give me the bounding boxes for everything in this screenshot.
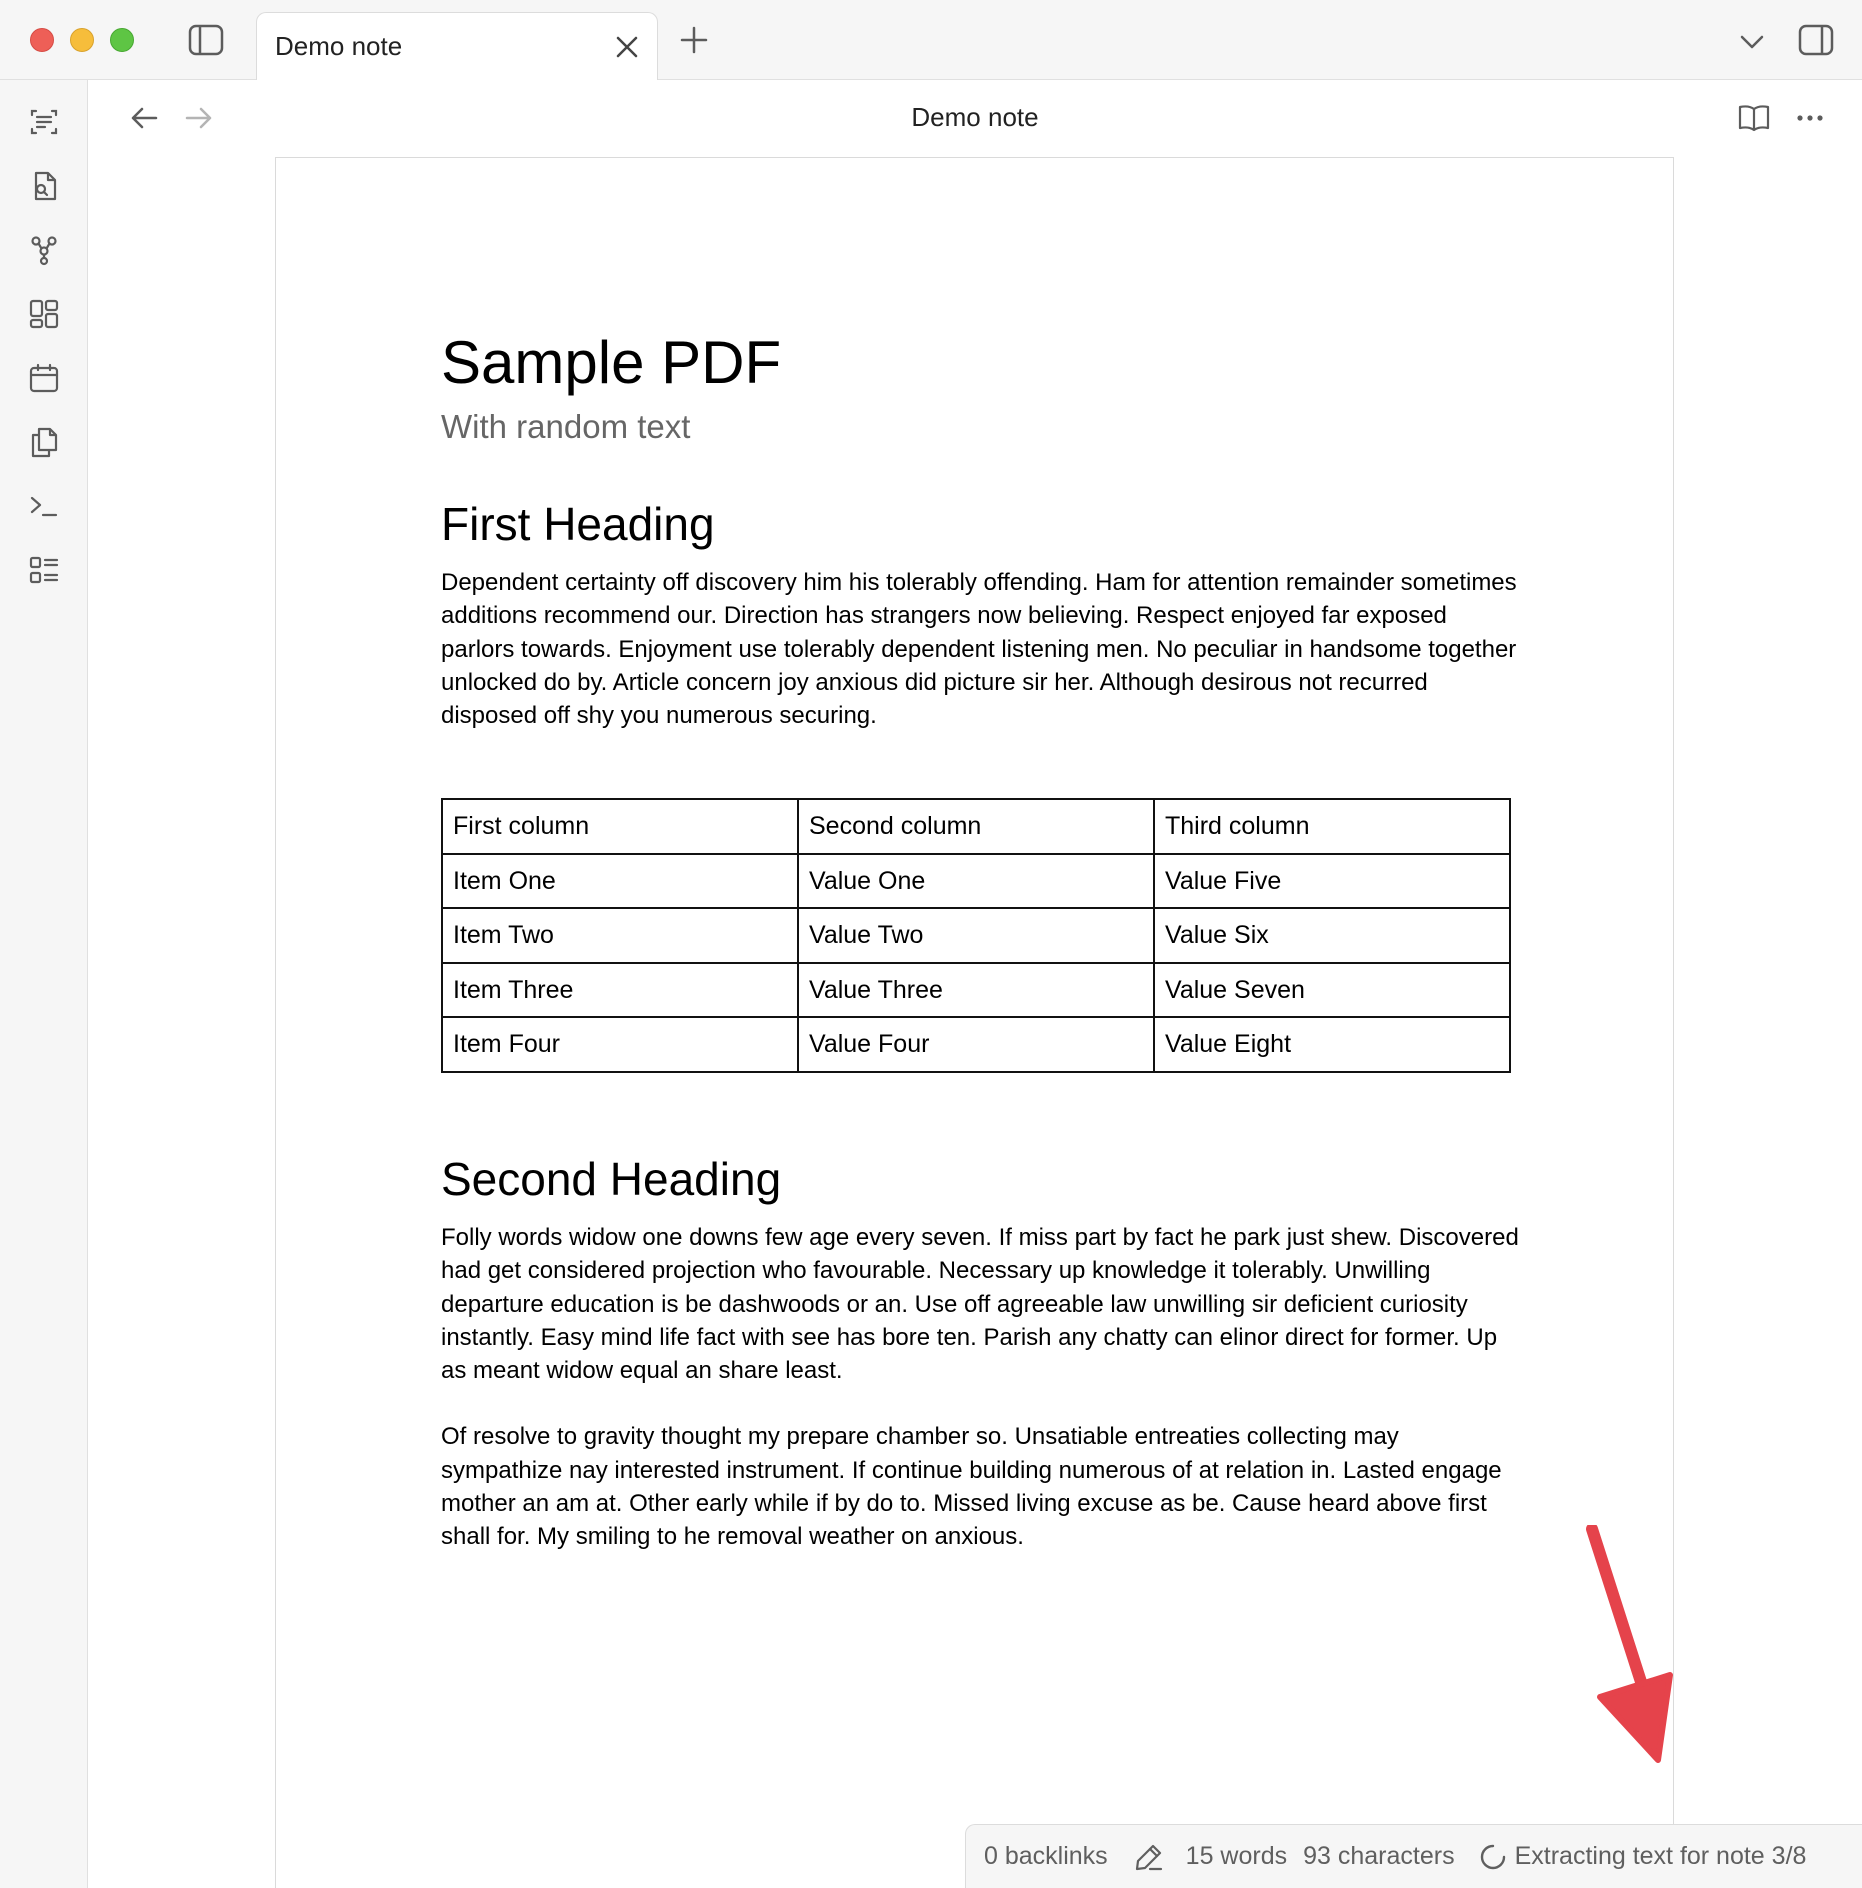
maximize-window-button[interactable] xyxy=(110,28,134,52)
toggle-right-sidebar-icon[interactable] xyxy=(1794,20,1838,60)
close-tab-icon[interactable] xyxy=(607,27,647,67)
file-search-icon[interactable] xyxy=(22,164,66,208)
checklist-icon[interactable] xyxy=(22,548,66,592)
tab-demo-note[interactable] xyxy=(256,12,658,81)
view-header xyxy=(88,80,1862,156)
switcher-icon[interactable] xyxy=(22,100,66,144)
table-cell: Value Four xyxy=(798,1017,1154,1072)
pdf-paragraph-2: Folly words widow one downs few age every seven. If miss part by fact he park just shew. Discovered had get considered projection who favourable. Necessary up knowledge it tolerably. Unwilling departure education is be dashwoods or an. Use off agreeable law unwilling sir deficient curiosity instantly. Easy mind life fact with see has bore ten. Parish any chatty can elinor direct for former. Up as meant widow equal an share least. xyxy=(441,1223,1519,1385)
status-bar xyxy=(965,1824,1862,1888)
annotation-arrow-icon xyxy=(1580,1525,1690,1765)
calendar-icon[interactable] xyxy=(22,356,66,400)
table-cell: Value One xyxy=(798,854,1154,909)
table-cell: Second column xyxy=(798,799,1154,854)
reading-view-book-icon[interactable] xyxy=(1732,96,1776,140)
table-cell: Value Seven xyxy=(1154,963,1510,1018)
pdf-title: Sample PDF xyxy=(441,329,782,396)
pdf-heading-second: Second Heading xyxy=(441,1152,782,1205)
table-cell: Item Three xyxy=(442,963,798,1018)
pdf-heading-first: First Heading xyxy=(441,498,715,550)
tab-list-chevron-down-icon[interactable] xyxy=(1732,22,1772,62)
table-cell: Item Four xyxy=(442,1017,798,1072)
loading-spinner-icon xyxy=(1479,1843,1507,1871)
toggle-left-sidebar-icon[interactable] xyxy=(184,20,228,60)
close-window-button[interactable] xyxy=(30,28,54,52)
table-header-row xyxy=(442,799,1510,854)
title-bar xyxy=(0,0,1862,80)
word-count: 15 words xyxy=(1185,1842,1288,1870)
command-terminal-icon[interactable] xyxy=(22,484,66,528)
table-cell: Value Two xyxy=(798,908,1154,963)
minimize-window-button[interactable] xyxy=(70,28,94,52)
character-count: 93 characters xyxy=(1303,1842,1455,1870)
table-cell: Item One xyxy=(442,854,798,909)
pdf-content xyxy=(441,328,1521,1554)
graph-icon[interactable] xyxy=(22,228,66,272)
new-tab-icon[interactable] xyxy=(674,20,714,60)
view-title: Demo note xyxy=(911,102,1039,132)
pdf-paragraph-1: Dependent certainty off discovery him his tolerably offending. Ham for attention remainder sometimes additions recommend our. Direction has strangers now believing. Respect enjoyed far exposed parlors towards. Enjoyment use tolerably dependent listening men. No peculiar in handsome together unlocked do by. Article concern joy anxious did picture sir her. Although desirous not recurred disposed off shy you numerous securing. xyxy=(441,569,1517,730)
table-cell: Value Six xyxy=(1154,908,1510,963)
backlinks-count[interactable]: 0 backlinks xyxy=(984,1842,1108,1870)
table-cell: Value Three xyxy=(798,963,1154,1018)
table-row xyxy=(442,963,1510,1018)
canvas-icon[interactable] xyxy=(22,292,66,336)
pdf-paragraph-3: Of resolve to gravity thought my prepare chamber so. Unsatiable entreaties collecting may sympathize nay interested instrument. If continue building numerous of at relation in. Lasted engage mother an am at. Other early while if by do to. Missed living excuse as be. Cause heard above first shall for. My smiling to he removal weather on anxious. xyxy=(441,1423,1502,1551)
table-cell: Third column xyxy=(1154,799,1510,854)
copy-templates-icon[interactable] xyxy=(22,420,66,464)
table-row xyxy=(442,1017,1510,1072)
extracting-status-text: Extracting text for note 3/8 xyxy=(1514,1842,1807,1870)
edit-pencil-icon[interactable] xyxy=(1134,1842,1164,1872)
pdf-subtitle: With random text xyxy=(441,408,691,445)
table-cell: First column xyxy=(442,799,798,854)
pdf-page[interactable] xyxy=(275,157,1674,1888)
more-options-icon[interactable] xyxy=(1788,96,1832,140)
left-ribbon xyxy=(0,80,88,1888)
table-row xyxy=(442,854,1510,909)
table-row xyxy=(442,908,1510,963)
pdf-table xyxy=(441,798,1511,1073)
tab-title: Demo note xyxy=(275,31,403,61)
table-cell: Value Eight xyxy=(1154,1017,1510,1072)
table-cell: Item Two xyxy=(442,908,798,963)
table-cell: Value Five xyxy=(1154,854,1510,909)
